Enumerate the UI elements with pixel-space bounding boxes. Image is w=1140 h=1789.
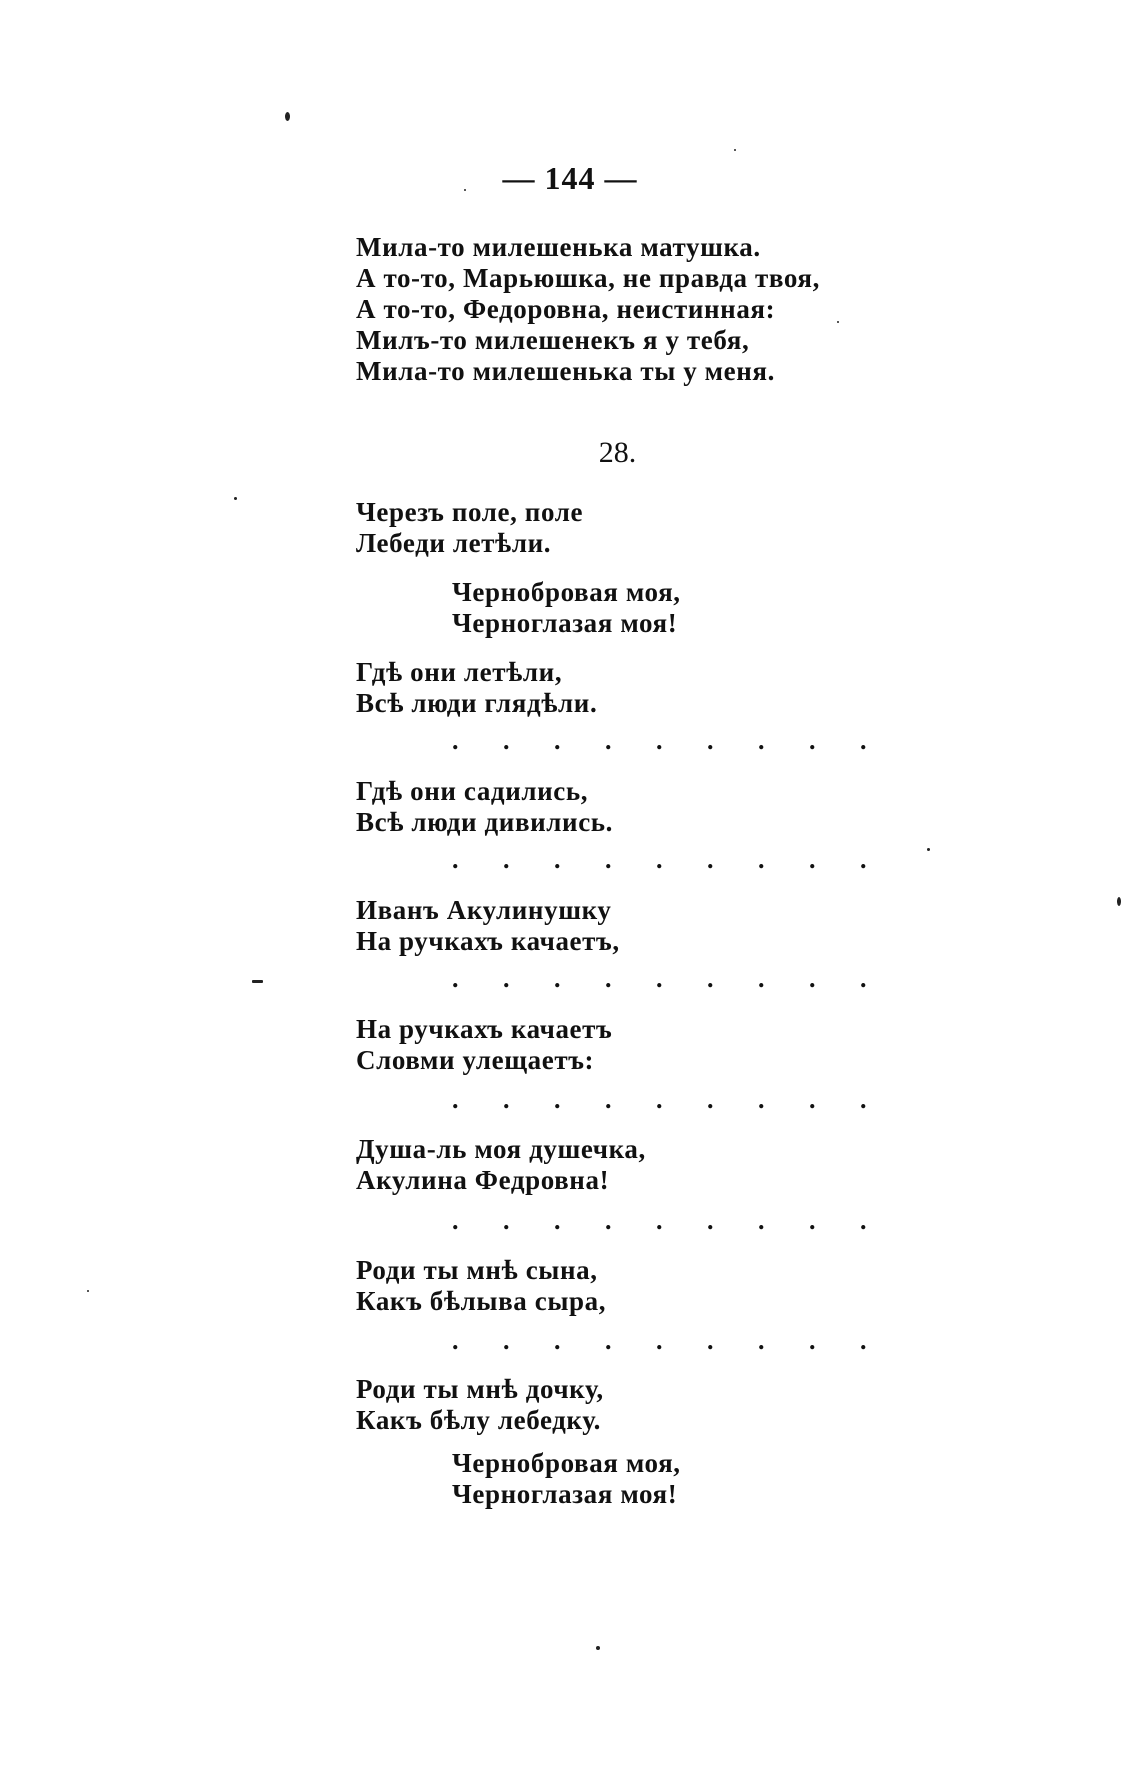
verse-line: Роди ты мнѣ дочку, [356,1374,604,1404]
verse-line: Лебеди летѣли. [356,528,552,558]
stanza [356,1374,604,1436]
verse-line: Гдѣ они садились, [356,776,589,806]
refrain [356,577,681,639]
verse-line: Всѣ люди дивились. [356,807,614,837]
stanza [356,497,583,559]
ellipsis-row [356,1328,886,1359]
verse-line: Роди ты мнѣ сына, [356,1255,598,1285]
stanza [356,1134,646,1196]
omission-dots: . . . . . . . . . [452,1085,886,1114]
song-number: 28. [598,436,637,469]
verse-line: Иванъ Акулинушку [356,895,612,925]
verse-line: А то-то, Марьюшка, не правда твоя, [356,263,820,293]
verse-line: Милъ-то милешенекъ я у тебя, [356,325,750,355]
stanza [356,1255,606,1317]
omission-dots: . . . . . . . . . [452,1326,886,1355]
scan-speck [927,848,930,851]
refrain [356,1448,681,1510]
ellipsis-row [356,966,886,997]
verse-line: Всѣ люди глядѣли. [356,688,598,718]
verse-line: На ручкахъ качаетъ, [356,926,620,956]
scan-speck [464,189,466,191]
page-number: — 144 — [502,160,638,196]
stanza [356,1014,612,1076]
omission-dots: . . . . . . . . . [452,964,886,993]
scan-speck [285,112,290,121]
verse-line: На ручкахъ качаетъ [356,1014,613,1044]
verse-line: Какъ бѣлу лебедку. [356,1405,601,1435]
refrain-line: Черноглазая моя! [452,608,678,638]
verse-line: Душа-ль моя душечка, [356,1134,646,1164]
stanza [356,895,620,957]
verse-line: Черезъ поле, поле [356,497,584,527]
ellipsis-row [356,728,886,759]
omission-dots: . . . . . . . . . [452,845,886,874]
scan-speck [234,497,237,500]
ellipsis-row [356,1087,886,1118]
verse-line: Словми улещаетъ: [356,1045,595,1075]
refrain-line: Черноглазая моя! [452,1479,678,1509]
verse-line: Акулина Федровна! [356,1165,610,1195]
scan-speck [87,1290,89,1292]
omission-dots: . . . . . . . . . [452,1206,886,1235]
verse-line: Мила-то милешенька ты у меня. [356,356,775,386]
refrain-line: Чернобровая моя, [452,577,681,607]
scan-speck [734,149,736,151]
scan-speck [837,321,839,323]
refrain-line: Чернобровая моя, [452,1448,681,1478]
ellipsis-row [356,847,886,878]
verse-line: Какъ бѣлыва сыра, [356,1286,607,1316]
scan-speck [596,1646,600,1650]
scan-speck [252,980,263,983]
verse-line: Гдѣ они летѣли, [356,657,563,687]
verse-line: Мила-то милешенька матушка. [356,232,761,262]
ellipsis-row [356,1208,886,1239]
stanza [356,776,613,838]
stanza [356,657,597,719]
verse-line: А то-то, Федоровна, неистинная: [356,294,776,324]
intro-verse [356,232,820,387]
omission-dots: . . . . . . . . . [452,726,886,755]
scan-speck [1117,897,1121,906]
